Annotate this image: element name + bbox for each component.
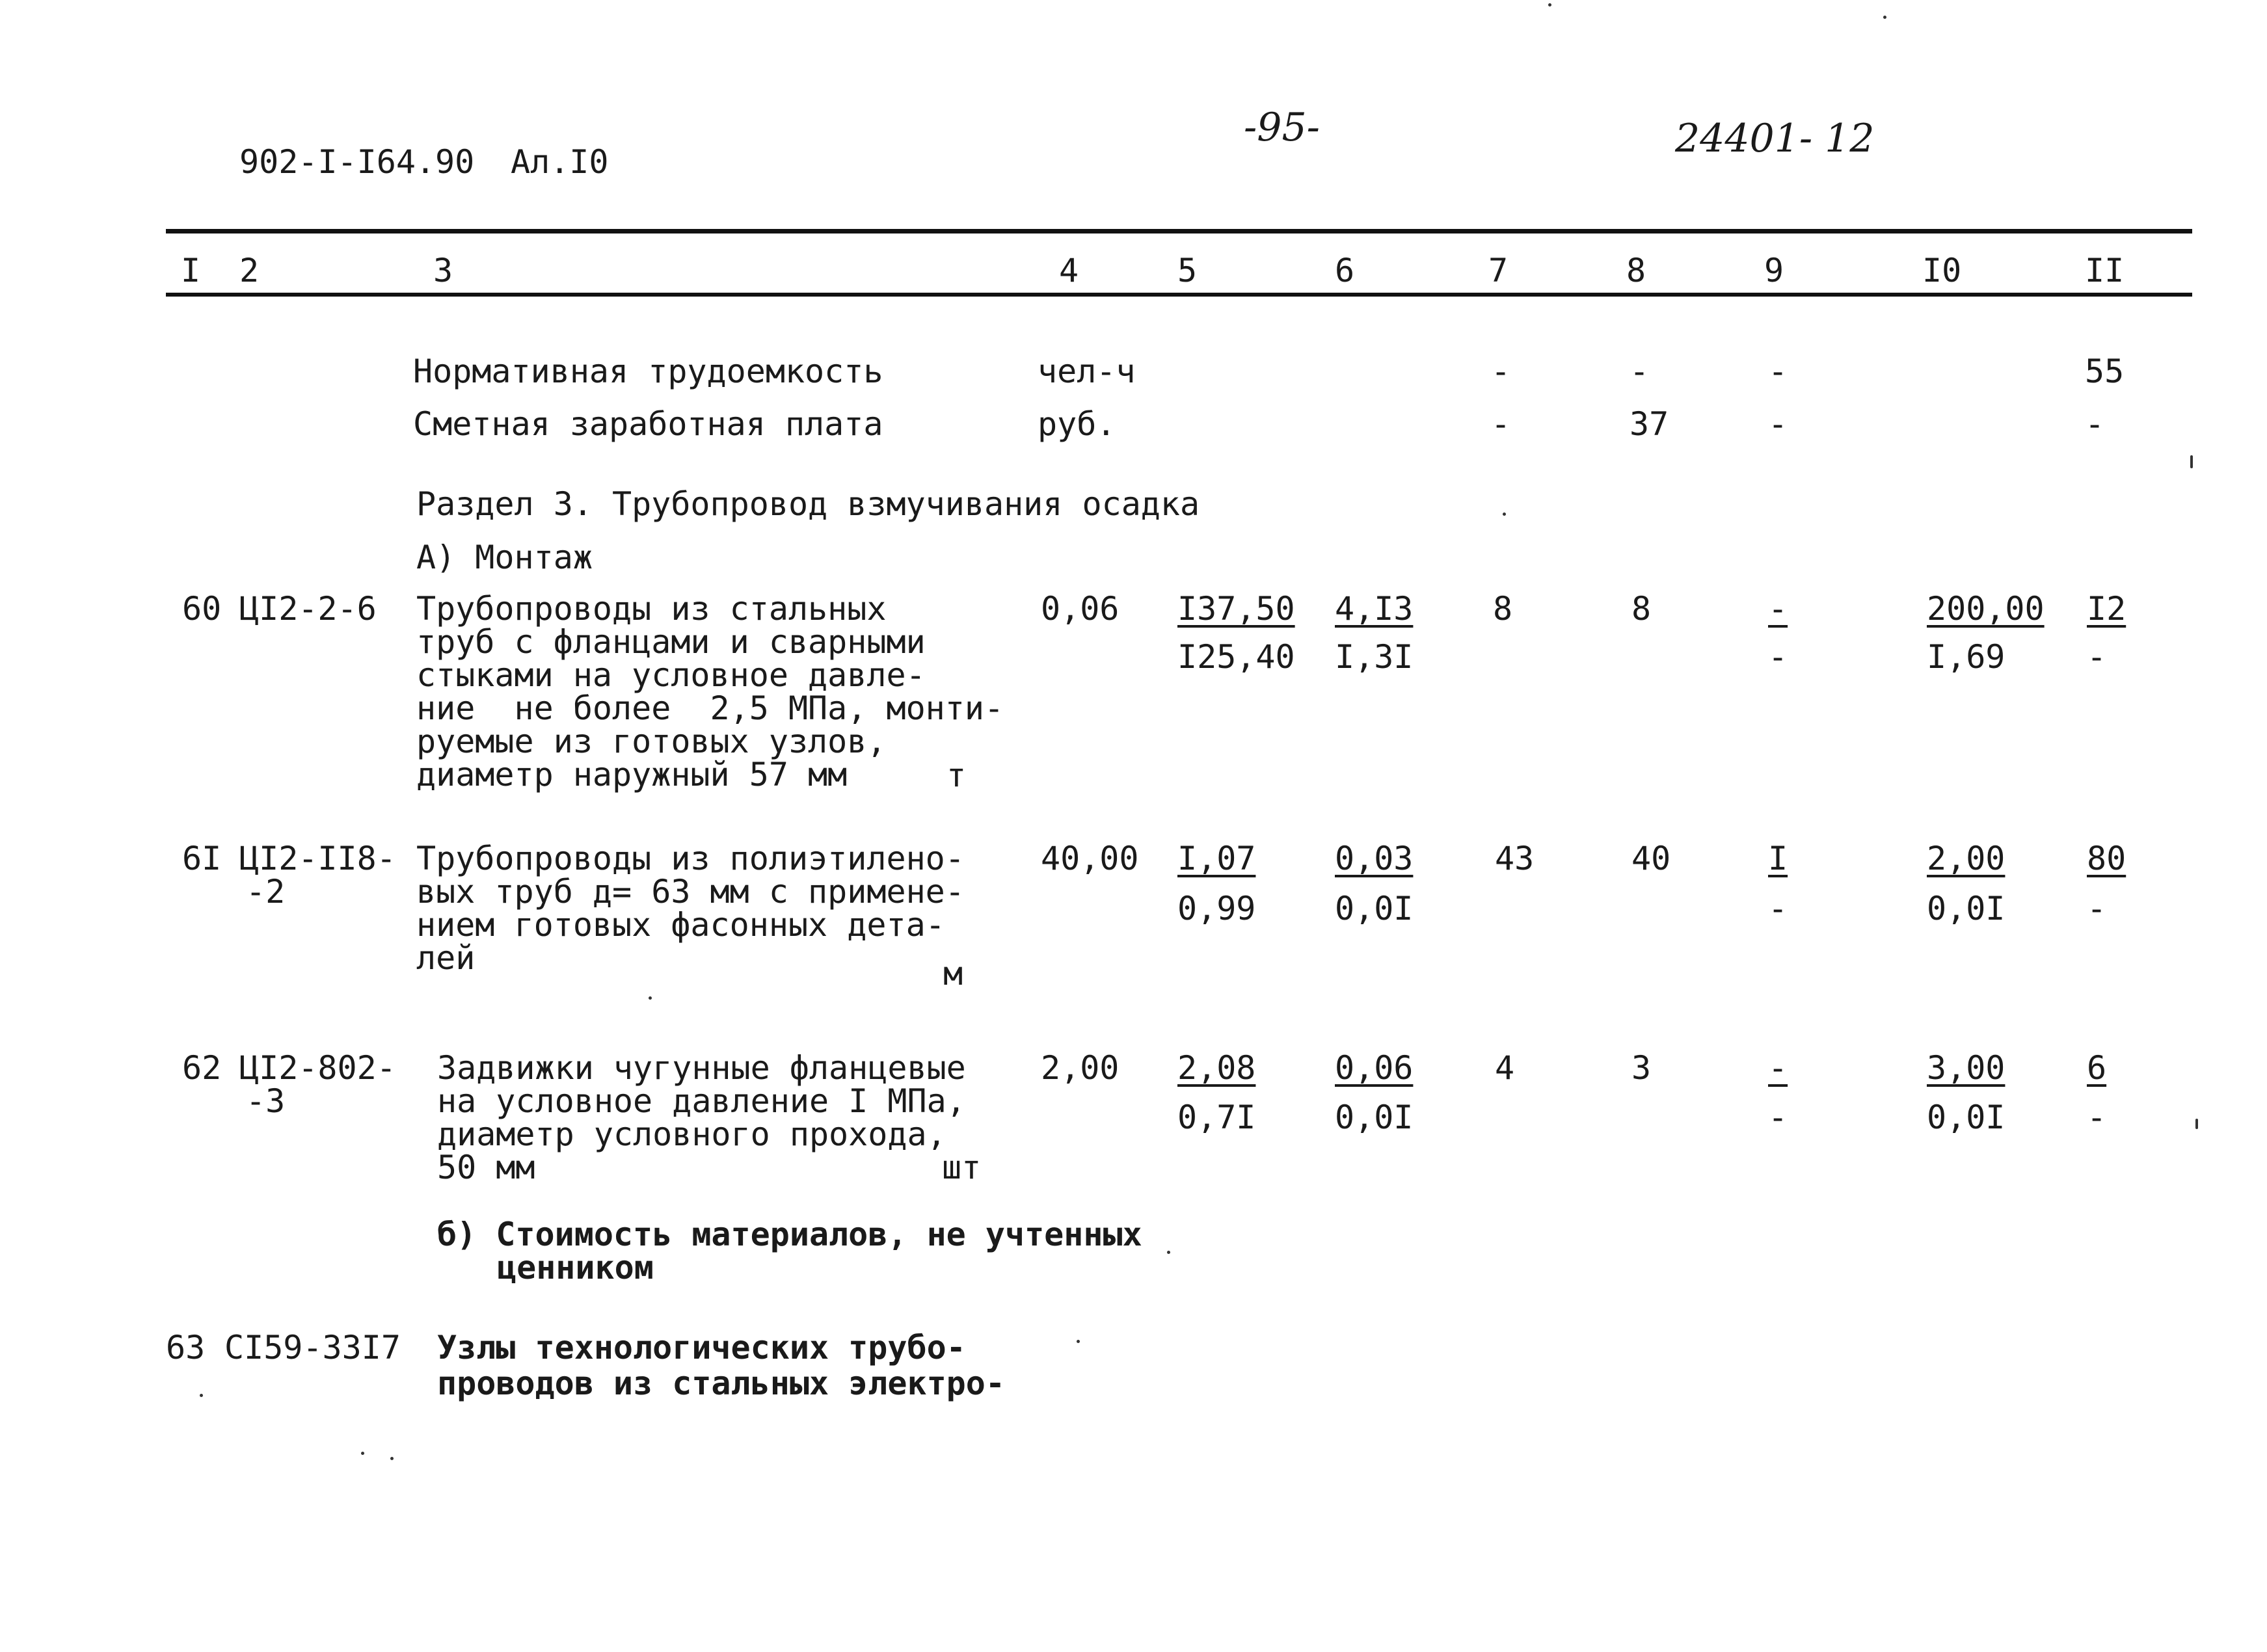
row-unit: шт xyxy=(942,1149,982,1186)
cell-col10-bottom: 0,0I xyxy=(1927,890,2005,927)
cell-col8: 3 xyxy=(1631,1049,1652,1087)
scan-speck xyxy=(1883,16,1886,19)
rate-code: CI59-33I7 xyxy=(224,1329,401,1366)
cell-col10-top: 200,00 xyxy=(1927,590,2045,628)
cell-col6-top: 0,06 xyxy=(1335,1049,1414,1087)
cell-col11-bottom: - xyxy=(2087,1099,2107,1136)
cell-col11: - xyxy=(2085,405,2105,443)
cell-col7: 4 xyxy=(1495,1049,1515,1087)
cell-col10-top: 2,00 xyxy=(1927,840,2005,877)
cell-col9-top: I xyxy=(1768,840,1788,877)
scan-speck xyxy=(1548,3,1551,7)
cell-col10-bottom: 0,0I xyxy=(1927,1099,2005,1136)
cell-col6-bottom: 0,0I xyxy=(1335,1099,1414,1136)
row-description: Задвижки чугунные фланцевые на условное давление I МПа, диаметр условного прохода, 50 мм xyxy=(437,1049,966,1186)
cell-col11-top: 6 xyxy=(2087,1049,2107,1087)
cell-col5-bottom: 0,7I xyxy=(1177,1099,1256,1136)
cell-col6-bottom: 0,0I xyxy=(1335,890,1414,927)
doc-code: 902-I-I64.90 xyxy=(239,143,475,181)
col-header: 3 xyxy=(433,252,453,289)
section-title: Раздел 3. Трубопровод взмучивания осадка xyxy=(416,485,1200,523)
cell-col5-top: 2,08 xyxy=(1177,1049,1256,1087)
col-header: I0 xyxy=(1922,252,1962,289)
summary-unit: руб. xyxy=(1038,405,1116,443)
page-number: -95- xyxy=(1244,105,1320,150)
col-header: II xyxy=(2085,252,2125,289)
summary-unit: чел-ч xyxy=(1038,353,1136,390)
cell-col8: 40 xyxy=(1631,840,1671,877)
sheet-label: Ал.I0 xyxy=(511,143,609,181)
cell-col5-bottom: 0,99 xyxy=(1177,890,1256,927)
cell-col9: - xyxy=(1768,405,1788,443)
scan-speck xyxy=(1503,513,1506,516)
col-header: I xyxy=(181,252,201,289)
cell-col7: - xyxy=(1491,405,1511,443)
archive-number: 24401- 12 xyxy=(1675,116,1875,161)
cell-col11-top: 80 xyxy=(2087,840,2126,877)
summary-name: Сметная заработная плата xyxy=(413,405,883,443)
row-number: 6I xyxy=(182,840,222,877)
col-header: 2 xyxy=(239,252,260,289)
rate-code: ЦI2-II8- -2 xyxy=(239,840,396,911)
cell-col9: - xyxy=(1768,353,1788,390)
cell-col9-bottom: - xyxy=(1768,1099,1788,1136)
cell-col7: - xyxy=(1491,353,1511,390)
row-description: Трубопроводы из стальных труб с фланцами и сварными стыками на условное давле- ние не более 2,5 МПа, монти- руемые из готовых узлов, диаметр наружный 57 мм xyxy=(416,590,1004,793)
cell-col6-top: 0,03 xyxy=(1335,840,1414,877)
scan-speck xyxy=(200,1394,203,1397)
scan-speck xyxy=(1167,1251,1170,1254)
col-header: 9 xyxy=(1764,252,1784,289)
col-header: 4 xyxy=(1059,252,1079,289)
row-unit: м xyxy=(943,955,963,993)
cell-col4: 40,00 xyxy=(1041,840,1139,877)
cell-col11-bottom: - xyxy=(2087,890,2107,927)
cell-col5-top: I,07 xyxy=(1177,840,1256,877)
scan-speck xyxy=(390,1457,394,1460)
scan-speck xyxy=(649,996,652,1000)
cell-col7: 43 xyxy=(1495,840,1535,877)
cell-col11: 55 xyxy=(2085,353,2125,390)
col-header: 6 xyxy=(1335,252,1355,289)
subsection-a: А) Монтаж xyxy=(416,539,593,576)
scan-speck xyxy=(1077,1340,1080,1343)
rate-code: ЦI2-2-6 xyxy=(239,590,377,628)
row-description: Узлы технологических трубо- проводов из стальных электро- xyxy=(437,1329,1005,1402)
cell-col10-top: 3,00 xyxy=(1927,1049,2005,1087)
cell-col6-bottom: I,3I xyxy=(1335,638,1414,676)
cell-col8: 8 xyxy=(1631,590,1652,628)
header-top-rule xyxy=(166,229,2192,233)
cell-col4: 2,00 xyxy=(1041,1049,1120,1087)
cell-col9-bottom: - xyxy=(1768,638,1788,676)
summary-name: Нормативная трудоемкость xyxy=(413,353,883,390)
cell-col4: 0,06 xyxy=(1041,590,1120,628)
col-header: 7 xyxy=(1488,252,1509,289)
cell-col9-top: - xyxy=(1768,1049,1788,1087)
scan-speck xyxy=(361,1452,364,1455)
cell-col5-top: I37,50 xyxy=(1177,590,1295,628)
row-unit: т xyxy=(946,756,967,794)
cell-col5-bottom: I25,40 xyxy=(1177,638,1295,676)
cell-col9-bottom: - xyxy=(1768,890,1788,927)
cell-col8: 37 xyxy=(1630,405,1669,443)
row-number: 63 xyxy=(166,1329,206,1366)
subsection-b: б) Стоимость материалов, не учтенных ценником xyxy=(437,1216,1142,1286)
col-header: 8 xyxy=(1626,252,1646,289)
cell-col7: 8 xyxy=(1493,590,1513,628)
cell-col10-bottom: I,69 xyxy=(1927,638,2005,676)
scan-speck xyxy=(2190,455,2193,468)
cell-col8: - xyxy=(1630,353,1650,390)
row-number: 62 xyxy=(182,1049,222,1087)
cell-col9-top: - xyxy=(1768,590,1788,628)
col-header: 5 xyxy=(1177,252,1198,289)
cell-col6-top: 4,I3 xyxy=(1335,590,1414,628)
row-description: Трубопроводы из полиэтилено- вых труб д= 63 мм с примене- нием готовых фасонных дета- лей xyxy=(416,840,965,977)
cell-col11-top: I2 xyxy=(2087,590,2126,628)
scan-speck xyxy=(2195,1119,2198,1129)
row-number: 60 xyxy=(182,590,222,628)
header-bottom-rule xyxy=(166,293,2192,297)
rate-code: ЦI2-802- -3 xyxy=(239,1049,396,1120)
cell-col11-bottom: - xyxy=(2087,638,2107,676)
